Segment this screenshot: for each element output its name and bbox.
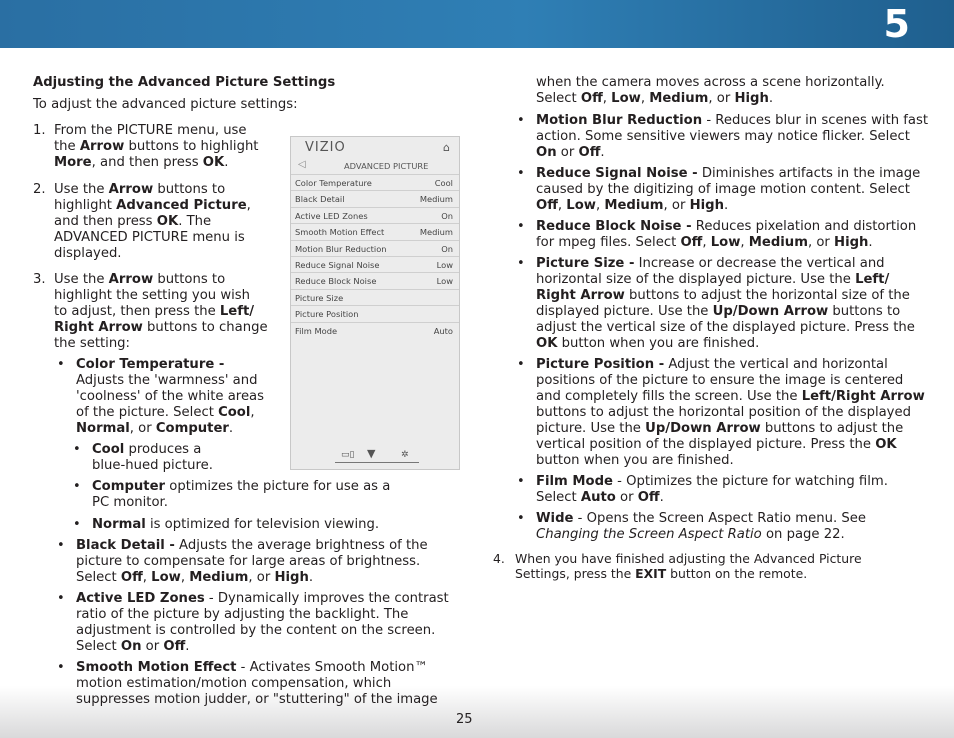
bullet-text: Wide - Opens the Screen Aspect Ratio menu. See xyxy=(536,511,866,526)
tv-menu-row-value: Auto xyxy=(433,325,453,336)
chapter-number: 5 xyxy=(883,2,910,46)
bullet-text: Computer optimizes the picture for use as a xyxy=(92,479,391,494)
tv-menu-row-label: Smooth Motion Effect xyxy=(295,227,385,238)
tv-menu-row-value: On xyxy=(441,210,453,221)
bullet-icon: • xyxy=(73,442,81,457)
chapter-header-bar xyxy=(0,0,954,48)
bullet-text: Reduce Block Noise - Reduces pixelation and distortion xyxy=(536,219,917,234)
tv-menu-row-value: Medium xyxy=(419,227,453,238)
bullet-text: blue-hued picture. xyxy=(92,458,213,473)
step-number: 1. xyxy=(33,123,46,138)
tv-menu-row xyxy=(291,256,459,272)
tv-menu-row xyxy=(291,190,459,206)
bullet-text: Motion Blur Reduction - Reduces blur in scenes with fast xyxy=(536,113,929,128)
bullet-text: Cool produces a xyxy=(92,442,202,457)
step-text: Use the Arrow buttons to xyxy=(54,182,226,197)
tv-menu-row-label: Reduce Signal Noise xyxy=(295,260,380,270)
tv-menu-row-value: Low xyxy=(436,260,453,270)
bullet-text: horizontal size of the displayed picture. Use the Left/ xyxy=(536,272,890,287)
wide-icon: ▭▯ xyxy=(341,450,355,460)
tv-menu-row-label: Color Temperature xyxy=(295,178,372,188)
bullet-icon: • xyxy=(517,474,525,489)
bullet-icon: • xyxy=(73,517,81,532)
bullet-text: 'coolness' of the white areas xyxy=(76,389,265,404)
bullet-text: Select Auto or Off. xyxy=(536,490,664,505)
bullet-text: Black Detail - Adjusts the average brightness of the xyxy=(76,538,428,553)
bullet-text: motion estimation/motion compensation, which xyxy=(76,676,392,691)
back-arrow-icon: ◁ xyxy=(298,159,306,170)
tv-menu-bottom-bar xyxy=(335,447,419,463)
tv-menu-row-label: Reduce Block Noise xyxy=(295,276,377,287)
bullet-text: Right Arrow buttons to adjust the horizontal size of the xyxy=(536,288,910,303)
bullet-text: picture to compensate for large areas of brightness. xyxy=(76,554,421,569)
bullet-icon: • xyxy=(517,256,525,271)
step-text: and then press OK. The xyxy=(54,214,212,229)
bullet-text: PC monitor. xyxy=(92,495,168,510)
step-text: displayed. xyxy=(54,246,122,261)
tv-menu-row-value: Cool xyxy=(434,178,453,188)
bullet-icon: • xyxy=(57,538,65,553)
bullet-icon: • xyxy=(57,591,65,606)
bullet-text: OK button when you are finished. xyxy=(536,336,760,351)
step-number: 2. xyxy=(33,182,46,197)
bullet-icon: • xyxy=(517,357,525,372)
bullet-text: Adjusts the 'warmness' and xyxy=(76,373,258,388)
bullet-icon: • xyxy=(73,479,81,494)
step-text: From the PICTURE menu, use xyxy=(54,123,247,138)
bullet-text: for mpeg files. Select Off, Low, Medium, or High. xyxy=(536,235,873,250)
bullet-text: action. Some sensitive viewers may notice flicker. Select xyxy=(536,129,910,144)
bullet-text: Normal, or Computer. xyxy=(76,421,234,436)
bullet-text: buttons to adjust the horizontal position of the displayed xyxy=(536,405,911,420)
tv-menu-title: ADVANCED PICTURE xyxy=(344,161,429,171)
step-text: Settings, press the EXIT button on the remote. xyxy=(515,566,808,581)
bullet-text: Select On or Off. xyxy=(76,639,190,654)
bullet-text: caused by the digitizing of image motion content. Select xyxy=(536,182,910,197)
vizio-v-icon: ▼ xyxy=(367,447,376,460)
page-number: 25 xyxy=(456,712,473,727)
bullet-text: Color Temperature - xyxy=(76,357,225,372)
bullet-text: adjustment is controlled by the content on the screen. xyxy=(76,623,436,638)
bullet-text: suppresses motion judder, or "stuttering" of the image xyxy=(76,692,438,707)
tv-menu-row-label: Black Detail xyxy=(295,194,345,205)
step-text: ADVANCED PICTURE menu is xyxy=(54,230,245,245)
bullet-icon: • xyxy=(57,660,65,675)
bullet-text: On or Off. xyxy=(536,145,605,160)
tv-menu-row xyxy=(291,223,459,239)
settings-icon: ✲ xyxy=(401,450,409,460)
bullet-text: Off, Low, Medium, or High. xyxy=(536,198,729,213)
bullet-text: positions of the picture to ensure the image is centered xyxy=(536,373,904,388)
tv-menu-row xyxy=(291,174,459,190)
tv-menu-row-label: Active LED Zones xyxy=(295,210,368,221)
bullet-text: vertical position of the displayed picture. Press the OK xyxy=(536,437,897,452)
home-icon: ⌂ xyxy=(443,141,450,154)
tv-menu-row xyxy=(291,305,459,321)
step-text: When you have finished adjusting the Advanced Picture xyxy=(515,551,862,566)
tv-menu-row xyxy=(291,272,459,288)
tv-menu-row xyxy=(291,289,459,305)
tv-menu-row-value: Low xyxy=(436,276,453,287)
step-number: 4. xyxy=(493,551,505,566)
step-text: Right Arrow buttons to change xyxy=(54,320,268,335)
bullet-icon: • xyxy=(517,511,525,526)
step-text: highlight Advanced Picture, xyxy=(54,198,251,213)
step-text: the setting: xyxy=(54,336,130,351)
tv-menu-row-value: On xyxy=(441,243,453,254)
bullet-text: Picture Position - Adjust the vertical and horizontal xyxy=(536,357,888,372)
tv-menu-screenshot xyxy=(290,136,460,470)
bullet-icon: • xyxy=(517,219,525,234)
bullet-text: displayed picture. Use the Up/Down Arrow buttons to xyxy=(536,304,901,319)
bullet-text: Select Off, Low, Medium, or High. xyxy=(76,570,314,585)
intro-text: To adjust the advanced picture settings: xyxy=(33,97,298,112)
bullet-text: and completely fills the screen. Use the Left/Right Arrow xyxy=(536,389,925,404)
bullet-icon: • xyxy=(57,357,65,372)
tv-menu-row xyxy=(291,240,459,256)
bullet-text: Film Mode - Optimizes the picture for watching film. xyxy=(536,474,888,489)
step-text: Use the Arrow buttons to xyxy=(54,272,226,287)
tv-menu-row-label: Film Mode xyxy=(295,325,338,336)
body-text: when the camera moves across a scene horizontally. xyxy=(536,75,885,90)
tv-menu-row-value: Medium xyxy=(419,194,453,205)
bullet-text: Changing the Screen Aspect Ratio on page 22. xyxy=(536,527,845,542)
bullet-text: Active LED Zones - Dynamically improves the contrast xyxy=(76,591,449,606)
bullet-text: picture. Use the Up/Down Arrow buttons to adjust the xyxy=(536,421,904,436)
bullet-text: adjust the vertical size of the displayed picture. Press the xyxy=(536,320,915,335)
tv-menu-row xyxy=(291,322,459,338)
step-text: to adjust, then press the Left/ xyxy=(54,304,255,319)
step-text: More, and then press OK. xyxy=(54,155,229,170)
bullet-text: Normal is optimized for television viewing. xyxy=(92,517,380,532)
bullet-text: Picture Size - Increase or decrease the vertical and xyxy=(536,256,885,271)
bullet-icon: • xyxy=(517,166,525,181)
tv-menu-row xyxy=(291,207,459,223)
body-text: Select Off, Low, Medium, or High. xyxy=(536,91,774,106)
bullet-text: of the picture. Select Cool, xyxy=(76,405,255,420)
step-text: the Arrow buttons to highlight xyxy=(54,139,259,154)
bullet-text: button when you are finished. xyxy=(536,453,734,468)
bullet-text: Smooth Motion Effect - Activates Smooth Motion™ xyxy=(76,660,428,675)
bullet-text: ratio of the picture by adjusting the backlight. The xyxy=(76,607,409,622)
step-number: 3. xyxy=(33,272,46,287)
tv-menu-row-label: Motion Blur Reduction xyxy=(295,243,387,254)
tv-menu-row-label: Picture Size xyxy=(295,292,344,303)
tv-menu-row-label: Picture Position xyxy=(295,309,359,320)
bullet-icon: • xyxy=(517,113,525,128)
vizio-logo: VIZIO xyxy=(305,140,346,155)
bullet-text: Reduce Signal Noise - Diminishes artifacts in the image xyxy=(536,166,921,181)
section-heading: Adjusting the Advanced Picture Settings xyxy=(33,75,336,90)
step-text: highlight the setting you wish xyxy=(54,288,251,303)
